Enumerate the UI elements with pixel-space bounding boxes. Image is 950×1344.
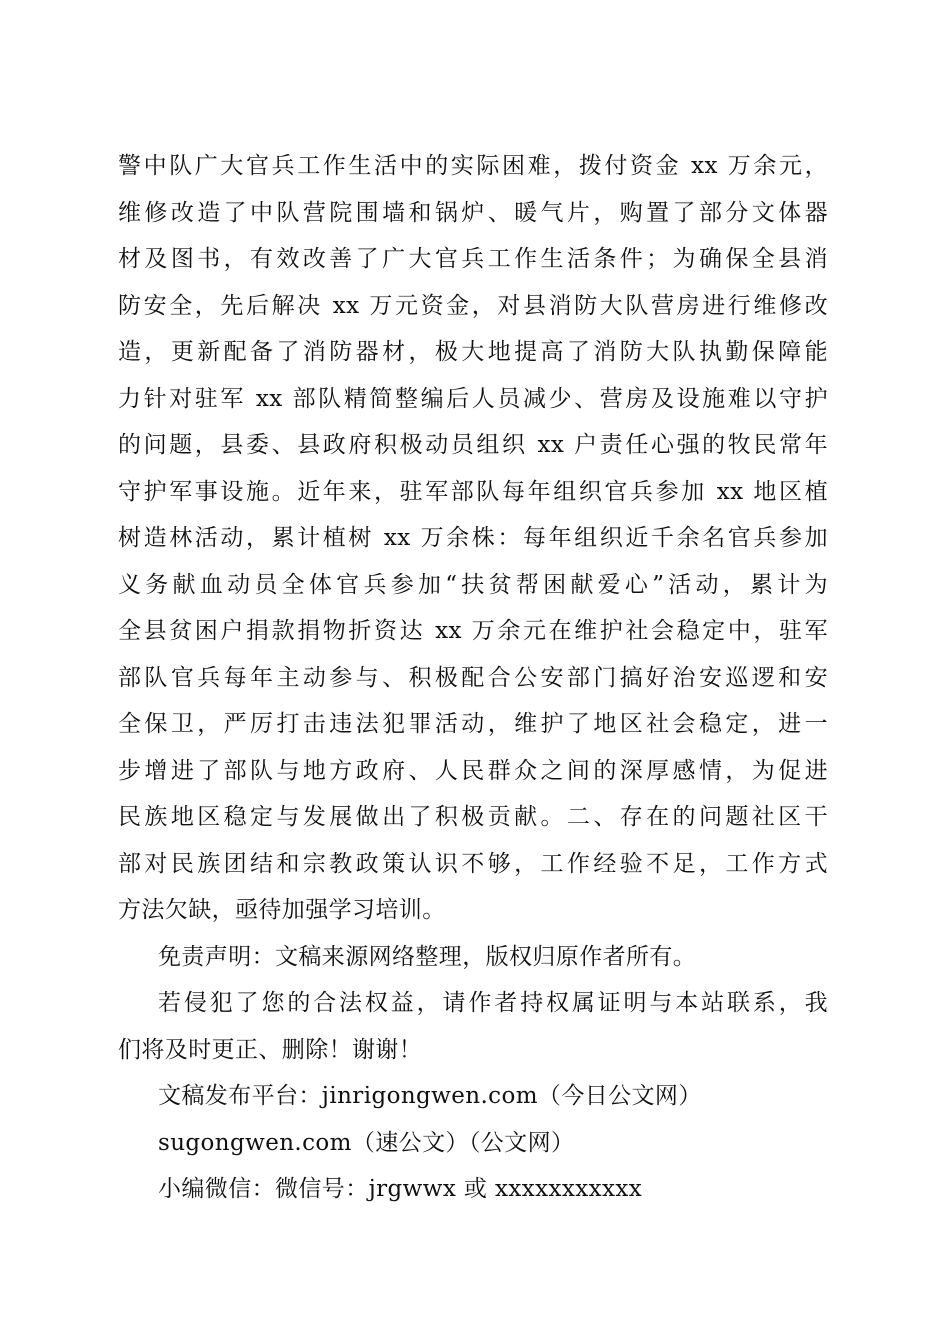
disclaimer-line: 免责声明：文稿来源网络整理，版权归原作者所有。 xyxy=(158,943,697,970)
body-line: 步增进了部队与地方政府、人民群众之间的深厚感情，为促进 xyxy=(118,757,828,784)
site-line: sugongwen.com（速公文）（公文网） xyxy=(158,1129,575,1156)
body-line: 树造林活动，累计植树 xx 万余株：每年组织近千余名官兵参加 xyxy=(118,525,828,551)
body-line: 全县贫困户捐款捐物折资达 xx 万余元在维护社会稳定中，驻军 xyxy=(118,618,828,644)
document-body xyxy=(118,143,828,1213)
wechat-line: 小编微信：微信号：jrgwwx 或 xxxxxxxxxxx xyxy=(158,1176,643,1202)
body-line: 防安全，先后解决 xx 万元资金，对县消防大队营房进行维修改 xyxy=(118,292,828,319)
body-line: 的问题，县委、县政府积极动员组织 xx 户责任心强的牧民常年 xyxy=(118,432,828,458)
body-line: 守护军事设施。近年来，驻军部队每年组织官兵参加 xx 地区植 xyxy=(118,478,828,505)
body-line: 部队官兵每年主动参与、积极配合公安部门搞好治安巡逻和安 xyxy=(118,664,828,691)
body-line: 力针对驻军 xx 部队精简整编后人员减少、营房及设施难以守护 xyxy=(118,385,828,412)
body-line-last: 方法欠缺，亟待加强学习培训。 xyxy=(118,897,446,923)
body-line: 警中队广大官兵工作生活中的实际困难，拨付资金 xx 万余元， xyxy=(118,153,828,179)
platform-line: 文稿发布平台：jinrigongwen.com（今日公文网） xyxy=(158,1083,702,1109)
body-line: 全保卫，严厉打击违法犯罪活动，维护了地区社会稳定，进一 xyxy=(118,711,828,737)
body-line: 民族地区稳定与发展做出了积极贡献。二、存在的问题社区干 xyxy=(118,804,828,830)
body-line: 造，更新配备了消防器材，极大地提高了消防大队执勤保障能 xyxy=(118,339,828,365)
body-line: 义务献血动员全体官兵参加“扶贫帮困献爱心”活动，累计为 xyxy=(118,571,828,598)
infringement-line-2: 们将及时更正、删除！谢谢！ xyxy=(118,1036,423,1063)
infringement-line-1: 若侵犯了您的合法权益，请作者持权属证明与本站联系，我 xyxy=(158,990,828,1016)
body-line: 维修改造了中队营院围墙和锅炉、暖气片，购置了部分文体器 xyxy=(118,199,828,226)
body-line: 部对民族团结和宗教政策认识不够，工作经验不足，工作方式 xyxy=(118,850,828,877)
body-line: 材及图书，有效改善了广大官兵工作生活条件；为确保全县消 xyxy=(118,246,828,272)
